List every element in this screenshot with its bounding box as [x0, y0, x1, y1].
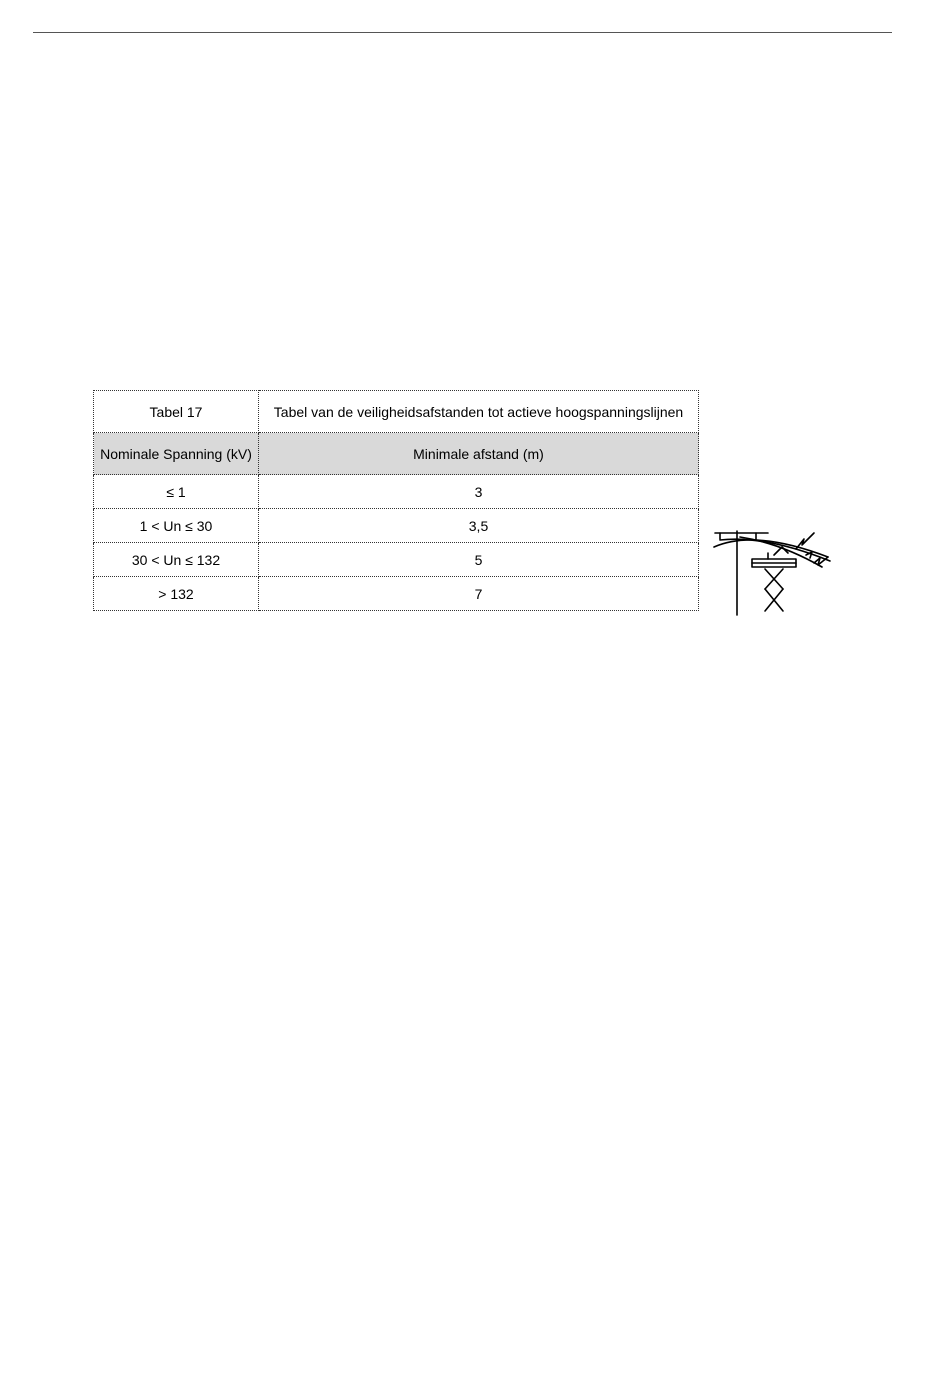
cell-voltage: ≤ 1 — [94, 475, 259, 509]
cell-distance: 3 — [259, 475, 699, 509]
table-title: Tabel van de veiligheidsafstanden tot actieve hoogspanningslijnen — [259, 391, 699, 433]
page-header-rule — [33, 32, 892, 33]
cell-distance: 7 — [259, 577, 699, 611]
cell-voltage: 30 < Un ≤ 132 — [94, 543, 259, 577]
table-number: Tabel 17 — [94, 391, 259, 433]
table-row — [94, 475, 699, 509]
header-distance: Minimale afstand (m) — [259, 433, 699, 475]
table-row — [94, 543, 699, 577]
table-header-row — [94, 433, 699, 475]
cell-voltage: > 132 — [94, 577, 259, 611]
table-caption-row — [94, 391, 699, 433]
cell-voltage: 1 < Un ≤ 30 — [94, 509, 259, 543]
cell-distance: 5 — [259, 543, 699, 577]
table-row — [94, 577, 699, 611]
safety-distance-table — [93, 390, 699, 611]
scissor-lift-near-power-line-icon — [710, 525, 835, 617]
table-row — [94, 509, 699, 543]
header-voltage: Nominale Spanning (kV) — [94, 433, 259, 475]
cell-distance: 3,5 — [259, 509, 699, 543]
